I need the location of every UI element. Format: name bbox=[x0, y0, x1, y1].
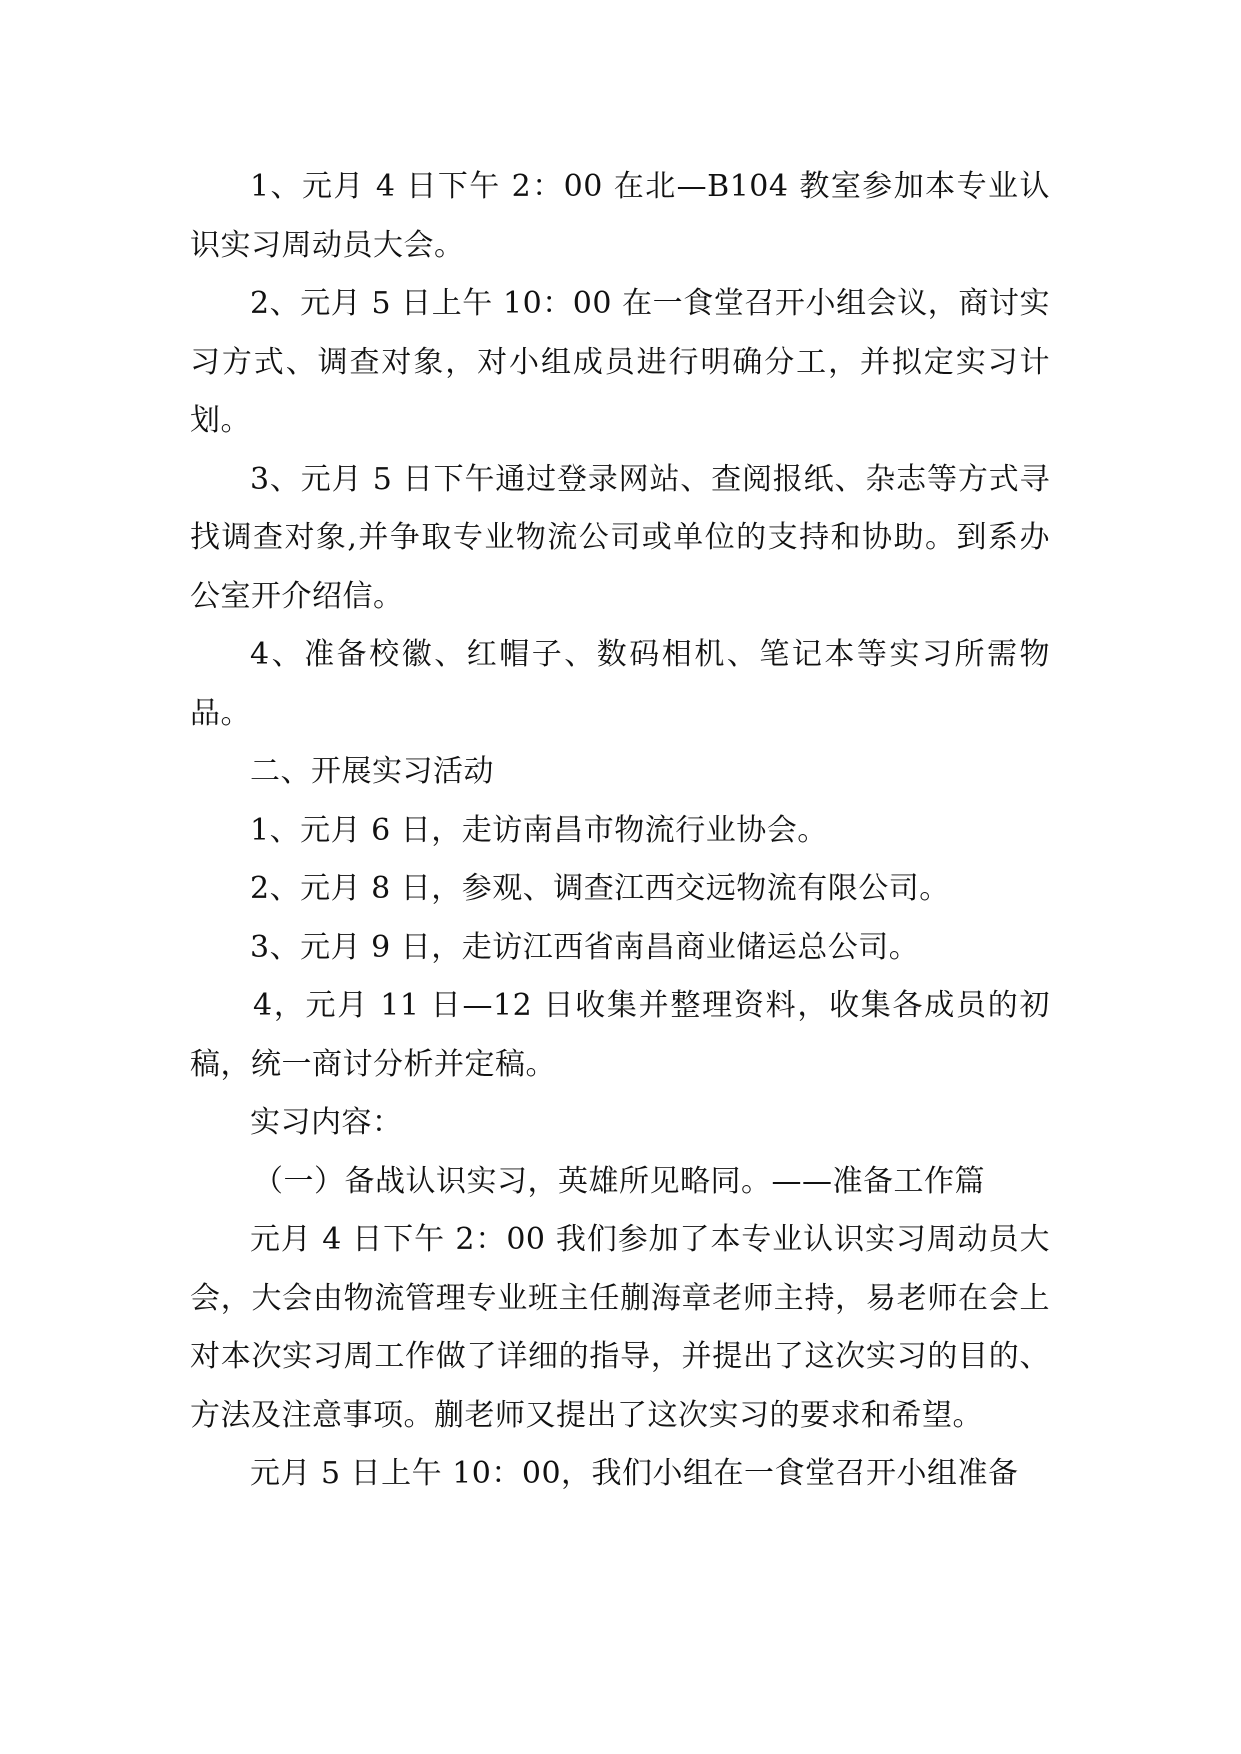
paragraph-prep-4: 4、准备校徽、红帽子、数码相机、笔记本等实习所需物品。 bbox=[190, 637, 1050, 731]
paragraph-activity-1: 1、元月 6 日，走访南昌市物流行业协会。 bbox=[250, 812, 828, 848]
paragraph-mobilization-meeting: 元月 4 日下午 2：00 我们参加了本专业认识实习周动员大会，大会由物流管理专业班主任蒯海章老师主持，易老师在会上对本次实习周工作做了详细的指导，并提出了这次实习的目的、方法及注意事项。蒯老师又提出了这次实习的要求和希望。 bbox=[190, 1222, 1050, 1433]
section-heading-activities: 二、开展实习活动 bbox=[250, 754, 494, 789]
paragraph-activity-3: 3、元月 9 日，走访江西省南昌商业储运总公司。 bbox=[250, 929, 920, 965]
paragraph-prep-1: 1、元月 4 日下午 2：00 在北—B104 教室参加本专业认识实习周动员大会。 bbox=[190, 169, 1050, 263]
paragraph-activity-2: 2、元月 8 日，参观、调查江西交远物流有限公司。 bbox=[250, 871, 950, 906]
subsection-heading-preparation: （一）备战认识实习，英雄所见略同。——准备工作篇 bbox=[253, 1163, 985, 1199]
paragraph-group-meeting: 元月 5 日上午 10：00，我们小组在一食堂召开小组准备 bbox=[250, 1456, 1019, 1491]
document-body bbox=[190, 158, 1050, 1504]
paragraph-prep-3: 3、元月 5 日下午通过登录网站、查阅报纸、杂志等方式寻找调查对象,并争取专业物流公司或单位的支持和协助。到系办公室开介绍信。 bbox=[190, 461, 1050, 614]
paragraph-prep-2: 2、元月 5 日上午 10：00 在一食堂召开小组会议，商讨实习方式、调查对象，对小组成员进行明确分工，并拟定实习计划。 bbox=[190, 286, 1050, 438]
paragraph-activity-4: 4，元月 11 日—12 日收集并整理资料，收集各成员的初稿，统一商讨分析并定稿。 bbox=[190, 988, 1050, 1082]
section-heading-content: 实习内容： bbox=[250, 1105, 403, 1140]
